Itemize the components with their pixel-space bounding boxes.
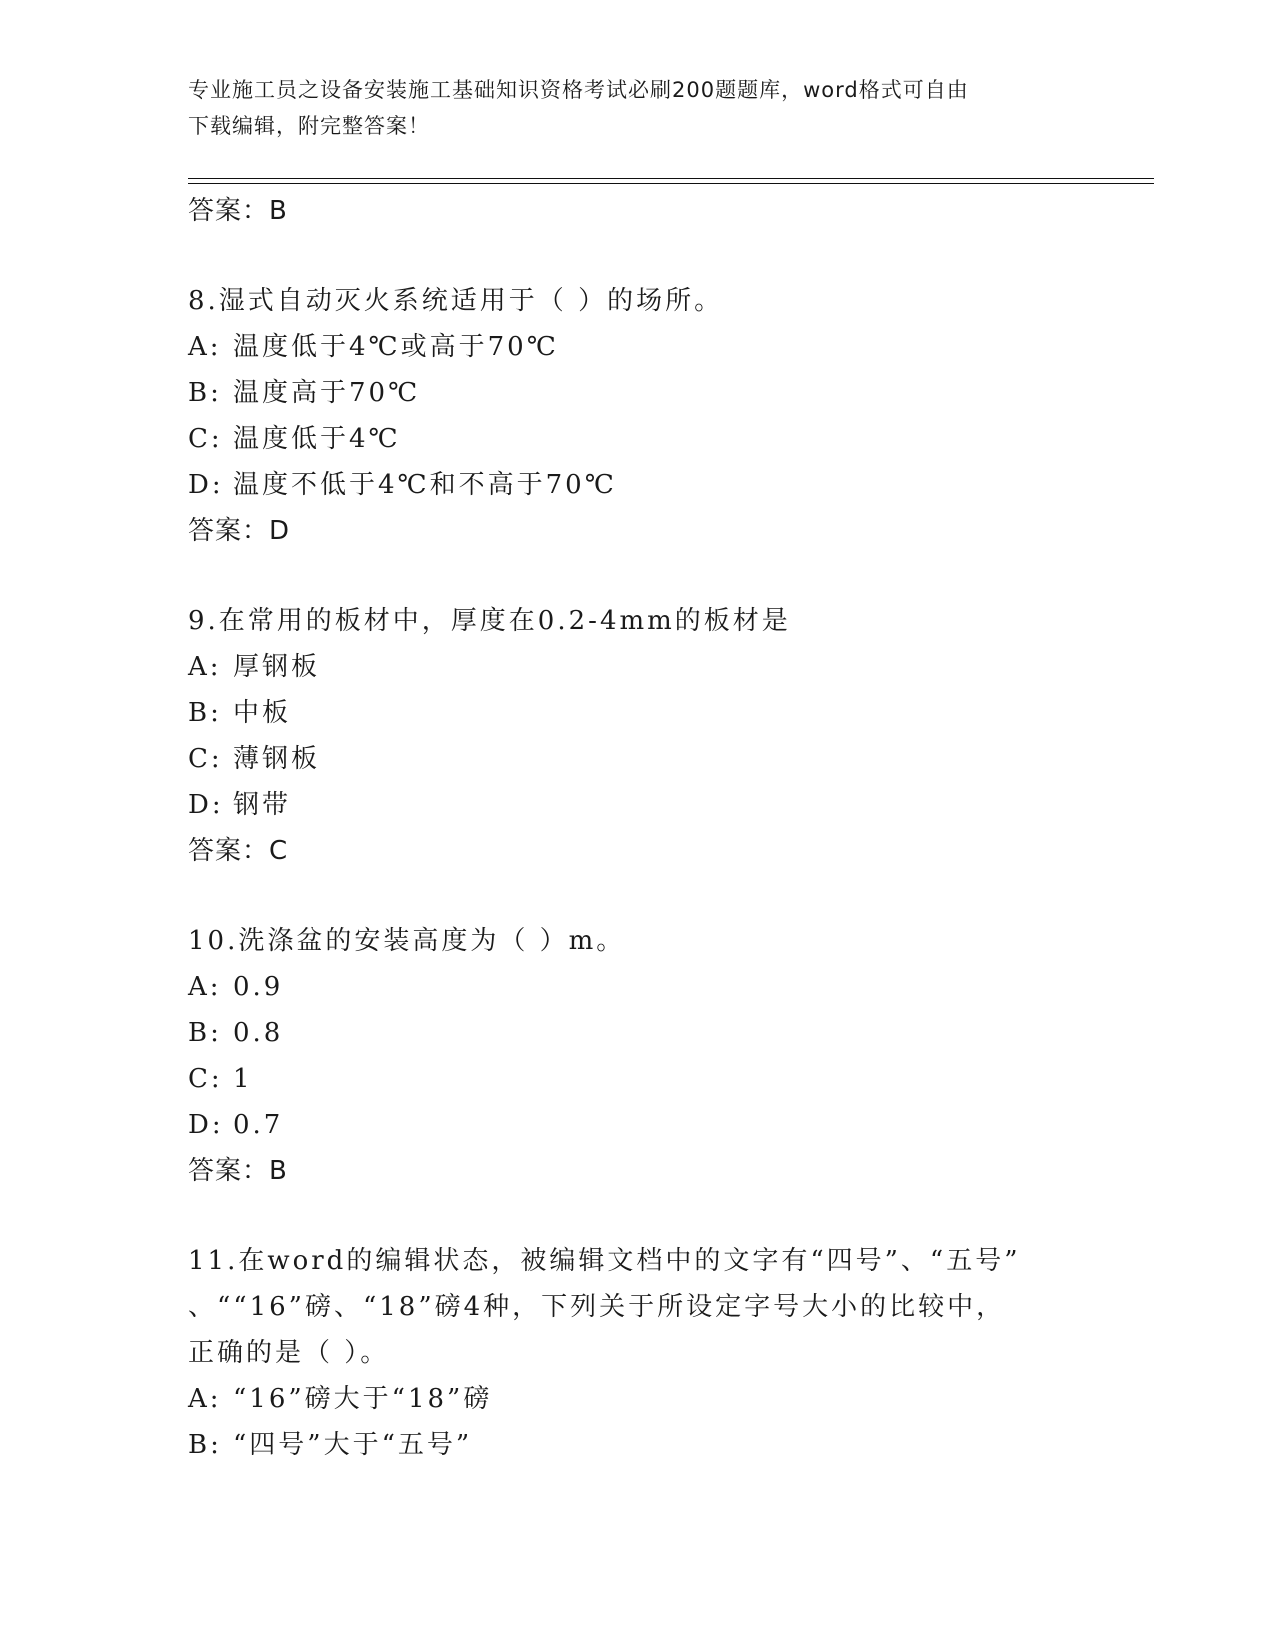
option-text: 0.9 <box>233 972 284 1002</box>
option-text: 中板 <box>233 698 292 728</box>
question-stem-line-1: 11.在word的编辑状态，被编辑文档中的文字有“四号”、“五号” <box>188 1246 1021 1276</box>
option-text: 温度高于70℃ <box>233 378 421 408</box>
answer-line-q7: 答案：B <box>188 196 288 226</box>
option-letter: A: <box>188 972 222 1002</box>
option-b <box>188 690 1088 736</box>
option-letter: A: <box>188 1384 222 1414</box>
option-b <box>188 370 1088 416</box>
option-a <box>188 324 1088 370</box>
option-letter: D: <box>188 790 224 820</box>
option-a <box>188 1376 1088 1422</box>
question-stem: 9.在常用的板材中，厚度在0.2-4mm的板材是 <box>188 606 791 636</box>
option-letter: B: <box>188 1430 222 1460</box>
option-letter: C: <box>188 744 223 774</box>
question-stem: 10.洗涤盆的安装高度为（ ）m。 <box>188 926 626 956</box>
option-a <box>188 964 1088 1010</box>
option-d <box>188 1102 1088 1148</box>
option-text: “16”磅大于“18”磅 <box>233 1384 493 1414</box>
header-line-2: 下载编辑，附完整答案！ <box>188 114 430 138</box>
option-a <box>188 644 1088 690</box>
spacer <box>188 234 1088 278</box>
answer-line: 答案：D <box>188 516 291 546</box>
option-text: 温度低于4℃ <box>233 424 401 454</box>
option-text: 0.7 <box>233 1110 284 1140</box>
option-text: 温度不低于4℃和不高于70℃ <box>233 470 617 500</box>
option-text: 钢带 <box>233 790 292 820</box>
option-letter: C: <box>188 424 223 454</box>
question-list <box>188 188 1088 1468</box>
option-text: 1 <box>233 1064 253 1094</box>
option-d <box>188 782 1088 828</box>
question-9 <box>188 598 1088 874</box>
option-letter: B: <box>188 698 222 728</box>
header-line-1: 专业施工员之设备安装施工基础知识资格考试必刷200题题库，word格式可自由 <box>188 78 969 102</box>
option-letter: A: <box>188 332 222 362</box>
question-stem-line-2: 、““16”磅、“18”磅4种，下列关于所设定字号大小的比较中， <box>188 1292 1006 1322</box>
option-c <box>188 736 1088 782</box>
option-letter: B: <box>188 1018 222 1048</box>
header-rule-top <box>188 178 1154 179</box>
header-rule-bottom <box>188 183 1154 184</box>
question-11 <box>188 1238 1088 1468</box>
question-8 <box>188 278 1088 554</box>
option-b <box>188 1010 1088 1056</box>
spacer <box>188 874 1088 918</box>
option-letter: D: <box>188 1110 224 1140</box>
answer-line: 答案：B <box>188 1156 288 1186</box>
option-d <box>188 462 1088 508</box>
spacer <box>188 1194 1088 1238</box>
option-text: 薄钢板 <box>233 744 321 774</box>
option-letter: B: <box>188 378 222 408</box>
option-text: “四号”大于“五号” <box>233 1430 473 1460</box>
option-text: 0.8 <box>233 1018 284 1048</box>
answer-line: 答案：C <box>188 836 289 866</box>
option-c <box>188 1056 1088 1102</box>
option-letter: D: <box>188 470 224 500</box>
option-letter: C: <box>188 1064 223 1094</box>
option-text: 温度低于4℃或高于70℃ <box>233 332 559 362</box>
page-header <box>188 72 1088 144</box>
question-stem: 8.湿式自动灭火系统适用于（ ）的场所。 <box>188 286 724 316</box>
spacer <box>188 554 1088 598</box>
option-c <box>188 416 1088 462</box>
question-10 <box>188 918 1088 1194</box>
option-b <box>188 1422 1088 1468</box>
option-letter: A: <box>188 652 222 682</box>
question-stem-line-3: 正确的是（ ）。 <box>188 1338 390 1368</box>
option-text: 厚钢板 <box>233 652 321 682</box>
